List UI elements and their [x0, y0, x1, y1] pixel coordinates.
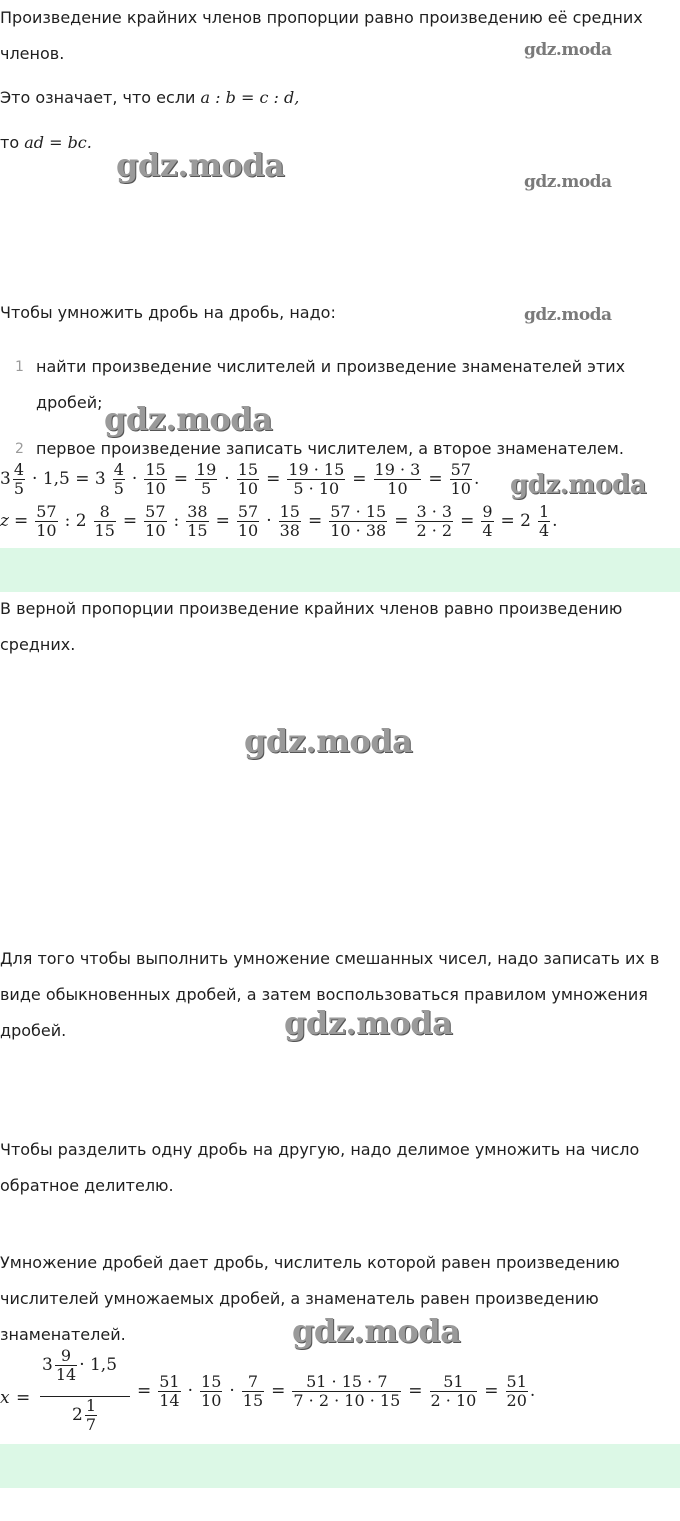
text-line [0, 89, 672, 107]
text-line: числителей умножаемых дробей, а знаменатель равен произведению [0, 1289, 599, 1308]
watermark: gdz.moda [524, 305, 612, 325]
formula-x-calc: x = 3 $\frac{9}{14}$ · 1,5 2 $\frac{1}{7}$ = $\frac{51}{14}$ · $\frac{15}{10}$ · $\frac{7}{15}$ = $\frac{51 \cdot 15 \cdot 7}{7 \cdot 2 \cdot 10 \cdot 15}$ = $\frac{51}{2 \cdot 10}$ = $\frac{51}{20}$ . [0, 1348, 536, 1434]
text-line: обратное делителю. [0, 1176, 174, 1195]
watermark: gdz.moda [292, 1312, 461, 1350]
answer-highlight [0, 1444, 680, 1488]
formula-ad-bc: ad = bc. [24, 133, 92, 152]
text-line: Чтобы разделить одну дробь на другую, надо делимое умножить на число [0, 1140, 640, 1159]
text-line: дробей. [0, 1021, 67, 1040]
text-line [0, 134, 672, 152]
text-line: Произведение крайних членов пропорции равно произведению её средних [0, 8, 643, 27]
watermark: gdz.moda [524, 40, 612, 60]
list-item: первое произведение записать числителем, а второе знаменателем. [36, 439, 624, 458]
watermark: gdz.moda [284, 1004, 453, 1042]
text-line: Умножение дробей дает дробь, числитель которой равен произведению [0, 1253, 620, 1272]
text-line: Чтобы умножить дробь на дробь, надо: [0, 303, 336, 322]
text-prefix: Это означает, что если [0, 88, 196, 107]
text-line: знаменателей. [0, 1325, 126, 1344]
list-item: дробей; [36, 393, 103, 412]
text-prefix: то [0, 133, 20, 152]
watermark: gdz.moda [244, 722, 413, 760]
watermark: gdz.moda [104, 400, 273, 438]
list-number: 1 [15, 359, 24, 375]
answer-highlight [0, 548, 680, 592]
watermark: gdz.moda [510, 470, 647, 500]
formula-z-calc: z = $\frac{57}{10}$ : 2 $\frac{8}{15}$ = $\frac{57}{10}$ : $\frac{38}{15}$ = $\frac{57}{10}$ · $\frac{15}{38}$ = $\frac{57 \cdot 15}{10 \cdot 38}$ = $\frac{3 \cdot 3}{2 \cdot 2}$ = $\frac{9}{4}$ = 2 $\frac{1}{4}$ . [0, 504, 558, 540]
watermark: gdz.moda [116, 146, 285, 184]
text-line: членов. [0, 44, 65, 63]
list-number: 2 [15, 441, 24, 457]
text-line: Для того чтобы выполнить умножение смешанных чисел, надо записать их в [0, 949, 660, 968]
text-line: виде обыкновенных дробей, а затем воспользоваться правилом умножения [0, 985, 648, 1004]
watermark: gdz.moda [524, 172, 612, 192]
text-line: средних. [0, 635, 76, 654]
formula-numerator-calc: 3 $\frac{4}{5}$ · 1,5 = 3 $\frac{4}{5}$ · $\frac{15}{10}$ = $\frac{19}{5}$ · $\frac{15}{10}$ = $\frac{19 \cdot 15}{5 \cdot 10}$ = $\frac{19 \cdot 3}{10}$ = $\frac{57}{10}$ . [0, 462, 480, 498]
text-line: В верной пропорции произведение крайних членов равно произведению [0, 599, 623, 618]
formula-proportion: a : b = c : d, [200, 88, 300, 107]
list-item: найти произведение числителей и произведение знаменателей этих [36, 357, 626, 376]
